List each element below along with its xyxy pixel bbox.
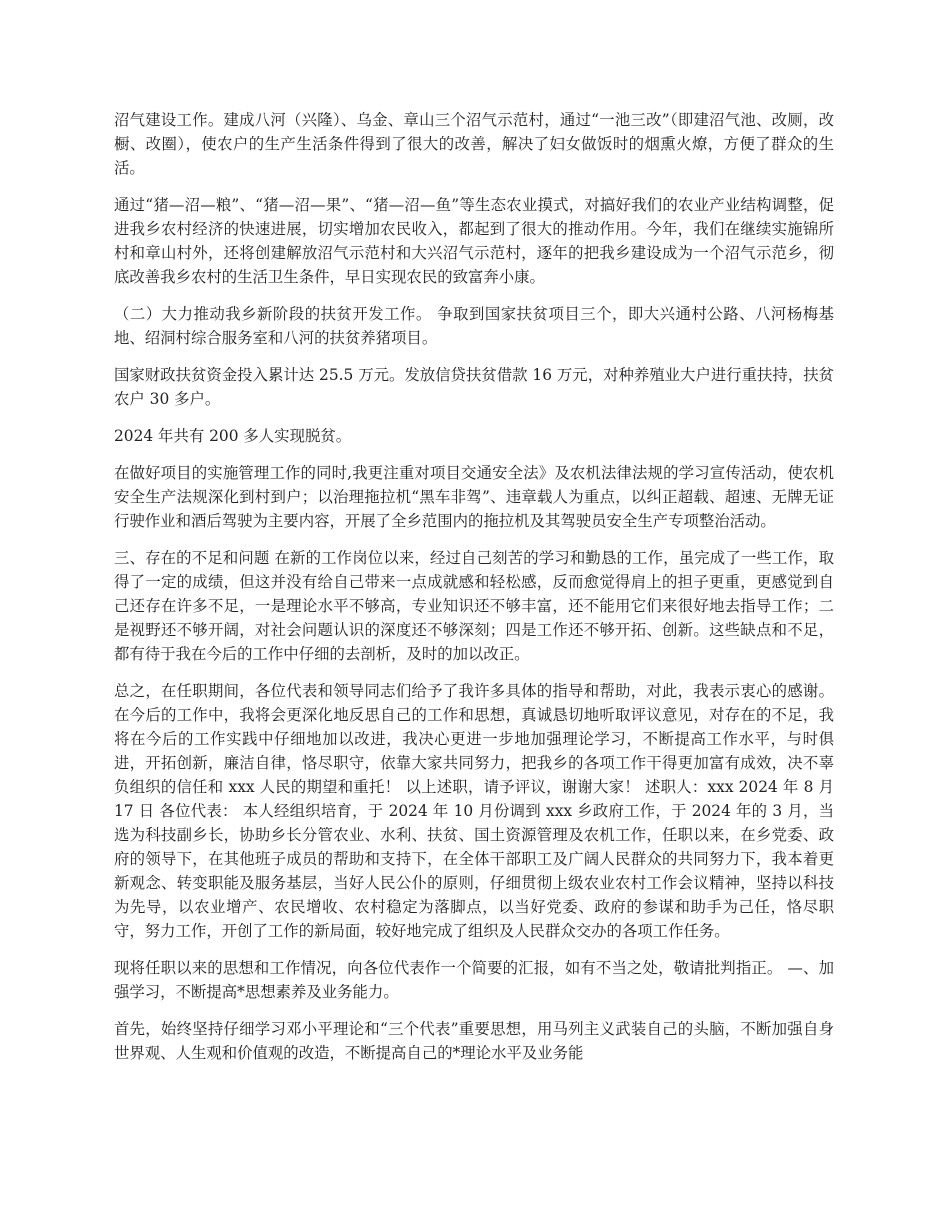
paragraph-report-intro: 现将任职以来的思想和工作情况，向各位代表作一个简要的汇报，如有不当之处，敬请批判指正。 —、加强学习，不断提高*思想素养及业务能力。 bbox=[114, 959, 834, 1001]
paragraph-eco-agriculture: 通过“猪—沼—粮”、“猪—沼—果”、“猪—沼—鱼”等生态农业摸式，对搞好我们的农业产业结构调整，促进我乡农村经济的快速进展，切实增加农民收入，都起到了很大的推动作用。今年，我们在继续实施锦所村和章山村外，还将创建解放沼气示范村和大兴沼气示范村，逐年的把我乡建设成为一个沼气示范乡，彻底改善我乡农村的生活卫生条件，早日实现农民的致富奔小康。 bbox=[114, 196, 834, 286]
paragraph-poverty-relief-count: 2024 年共有 200 多人实现脱贫。 bbox=[114, 427, 352, 445]
paragraph-summary-and-report: 总之，在任职期间，各位代表和领导同志们给予了我许多具体的指导和帮助，对此，我表示衷心的感谢。在今后的工作中，我将会更深化地反思自己的工作和思想，真诚恳切地听取评议意见，对存在的不足，我将在今后的工作实践中仔细地加以改进，我决心更进一步地加强理论学习，不断提高工作水平，与时俱进，开拓创新，廉洁自律，恪尽职守，依靠大家共同努力，把我乡的各项工作干得更加富有成效，决不辜负组织的信任和 xxx 人民的期望和重托！ 以上述职，请予评议，谢谢大家！ 述职人：xxx 2024 年 8 月 17 日 各位代表： 本人经组织培育，于 2024 年 10 月份调到 xxx 乡政府工作，于 2024 年的 3 月，当选为科技副乡长，协助乡长分管农业、水利、扶贫、国土资源管理及农机工作，任职以来，在乡党委、政府的领导下，在其他班子成员的帮助和支持下，在全体干部职工及广阔人民群众的共同努力下，我本着更新观念、转变职能及服务基层，当好人民公仆的原则，仔细贯彻上级农业农村工作会议精神，坚持以科技为先导，以农业增产、农民增收、农村稳定为落脚点，以当好党委、政府的参谋和助手为己任，恪尽职守，努力工作，开创了工作的新局面，较好地完成了组织及人民群众交办的各项工作任务。 bbox=[114, 682, 834, 940]
paragraph-poverty-funds: 国家财政扶贫资金投入累计达 25.5 万元。发放信贷扶贫借款 16 万元，对种养殖业大户进行重扶持，扶贫农户 30 多户。 bbox=[114, 366, 834, 408]
paragraph-poverty-projects: （二）大力推动我乡新阶段的扶贫开发工作。 争取到国家扶贫项目三个，即大兴通村公路、八河杨梅基地、绍洞村综合服务室和八河的扶贫养猪项目。 bbox=[114, 305, 834, 347]
paragraph-agri-machinery-safety: 在做好项目的实施管理工作的同时,我更注重对项目交通安全法》及农机法律法规的学习宣传活动，使农机安全生产法规深化到村到户；以治理拖拉机“黑车非驾”、违章载人为重点，以纠正超载、超速、无牌无证行驶作业和酒后驾驶为主要内容，开展了全乡范围内的拖拉机及其驾驶员安全生产专项整治活动。 bbox=[114, 464, 834, 530]
paragraph-biogas-construction: 沼气建设工作。建成八河（兴隆）、乌金、章山三个沼气示范村，通过“一池三改”（即建沼气池、改厕，改橱、改圈），使农户的生产生活条件得到了很大的改善，解决了妇女做饭时的烟熏火燎，方便了群众的生活。 bbox=[114, 111, 834, 177]
paragraph-shortcomings: 三、存在的不足和问题 在新的工作岗位以来，经过自己刻苦的学习和勤恳的工作，虽完成了一些工作，取得了一定的成绩，但这并没有给自己带来一点成就感和轻松感，反而愈觉得肩上的担子更重，更感觉到自己还存在许多不足，一是理论水平不够高，专业知识还不够丰富，还不能用它们来很好地去指导工作；二是视野还不够开阔，对社会问题认识的深度还不够深刻；四是工作还不够开拓、创新。这些缺点和不足，都有待于我在今后的工作中仔细的去剖析，及时的加以改正。 bbox=[114, 549, 834, 663]
paragraph-study-theory: 首先，始终坚持仔细学习邓小平理论和“三个代表”重要思想，用马列主义武装自己的头脑，不断加强自身世界观、人生观和价值观的改造，不断提高自己的*理论水平及业务能 bbox=[114, 1020, 834, 1062]
